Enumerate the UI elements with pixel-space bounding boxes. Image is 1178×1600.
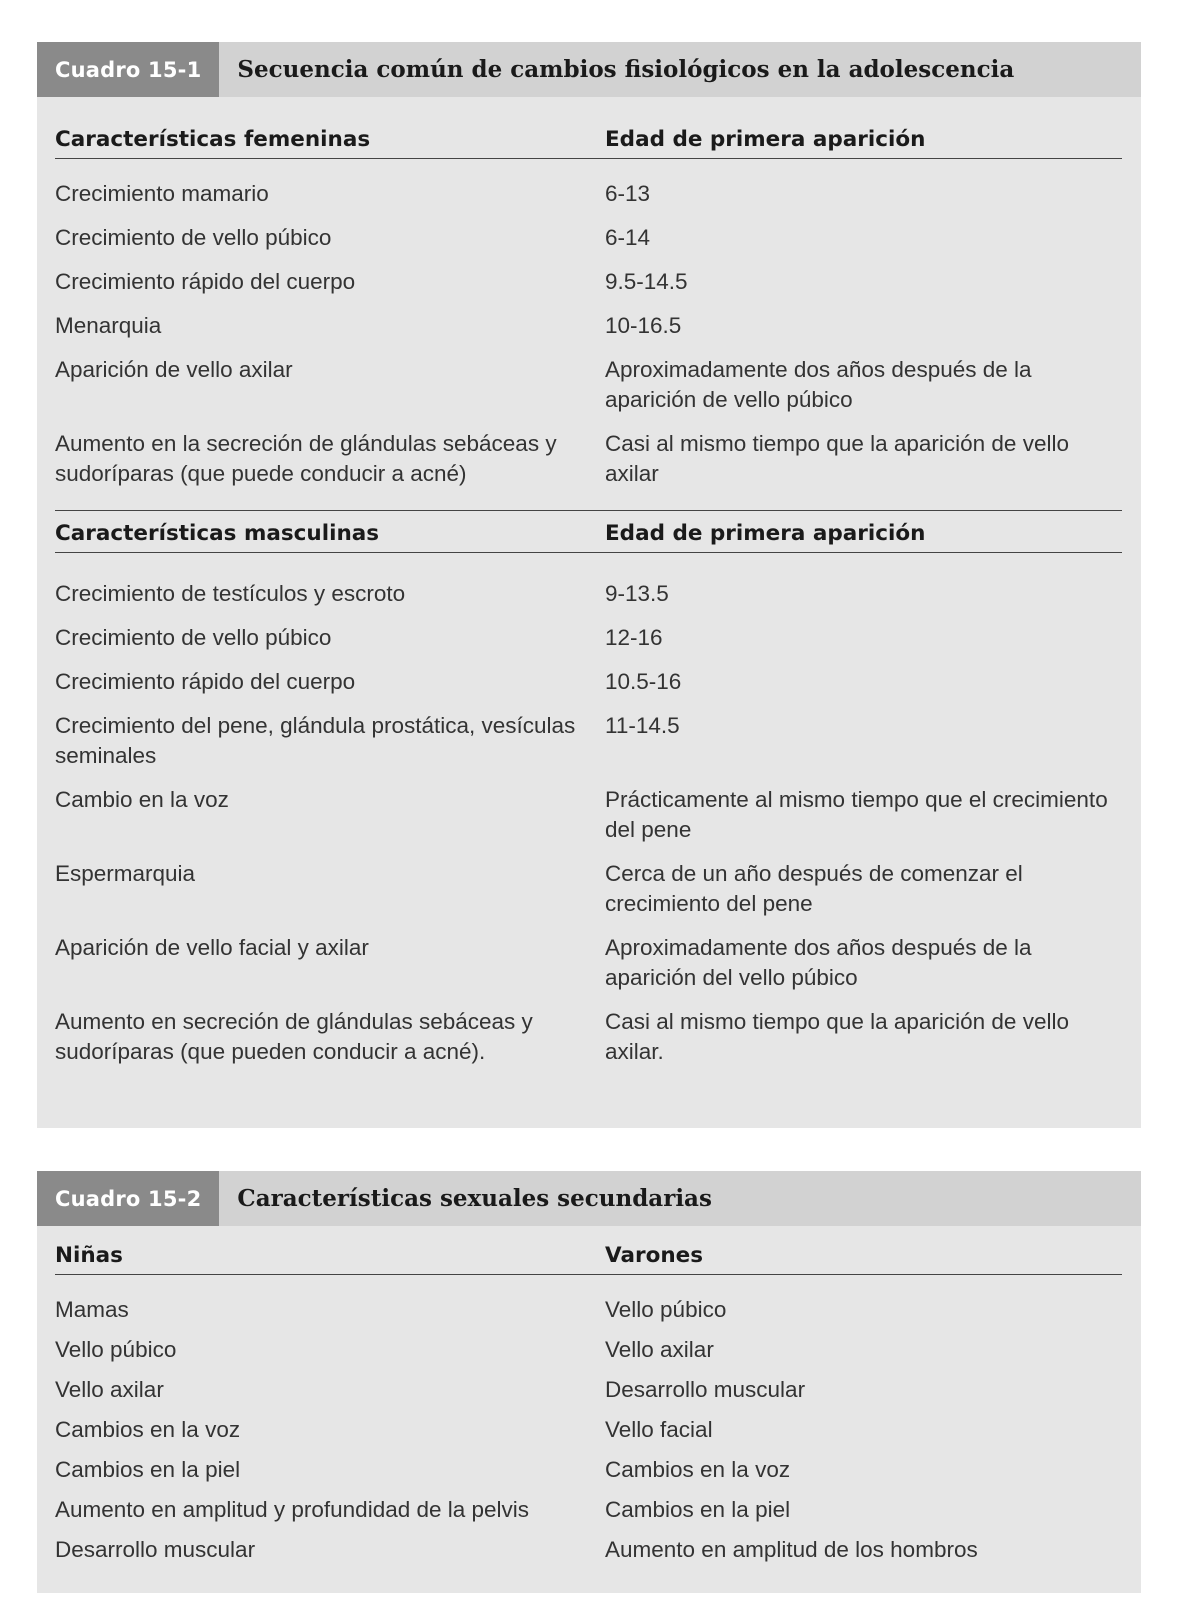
age: Casi al mismo tiempo que la aparición de vello axilar.: [605, 1009, 1069, 1064]
table-row: [55, 223, 1122, 253]
table-row: [55, 1335, 1122, 1365]
boys-cell: Vello axilar: [605, 1337, 714, 1362]
table-row: [55, 623, 1122, 653]
table-row: [55, 429, 1122, 489]
characteristic: Aumento en la secreción de glándulas sebáceas y sudoríparas (que puede conducir a acné): [55, 431, 557, 486]
characteristic: Crecimiento de testículos y escroto: [55, 581, 406, 606]
age: Casi al mismo tiempo que la aparición de vello axilar: [605, 431, 1069, 486]
secondary-characteristics: [55, 1243, 1122, 1575]
female-column-headers: [55, 127, 1122, 159]
column-header: Edad de primera aparición: [605, 521, 926, 546]
female-rows: [55, 179, 1122, 489]
characteristic: Aumento en secreción de glándulas sebáceas y sudoríparas (que pueden conducir a acné).: [55, 1009, 533, 1064]
table-row: [55, 1295, 1122, 1325]
age: Cerca de un año después de comenzar el crecimiento del pene: [605, 861, 1023, 916]
column-headers: [55, 1243, 1122, 1275]
girls-cell: Vello púbico: [55, 1337, 177, 1362]
table-row: [55, 785, 1122, 845]
characteristic: Crecimiento del pene, glándula prostática, vesículas seminales: [55, 713, 576, 768]
characteristic: Cambio en la voz: [55, 787, 229, 812]
table-row: [55, 267, 1122, 297]
boys-cell: Cambios en la piel: [605, 1497, 791, 1522]
table-row: [55, 711, 1122, 771]
column-header-girls: Niñas: [55, 1243, 123, 1268]
age: 6-13: [605, 181, 651, 206]
table-row: [55, 1415, 1122, 1445]
table-header: [37, 42, 1141, 97]
table-15-1: [37, 42, 1141, 1128]
column-header: Características masculinas: [55, 521, 380, 546]
male-column-headers: [55, 510, 1122, 553]
table-row: [55, 1007, 1122, 1067]
characteristic: Crecimiento rápido del cuerpo: [55, 269, 356, 294]
characteristic: Aparición de vello axilar: [55, 357, 293, 382]
table-row: [55, 1375, 1122, 1405]
characteristic: Crecimiento mamario: [55, 181, 269, 206]
table-row: [55, 667, 1122, 697]
girls-cell: Aumento en amplitud y profundidad de la pelvis: [55, 1497, 530, 1522]
table-row: [55, 1535, 1122, 1565]
male-rows: [55, 579, 1122, 1067]
table-title: Secuencia común de cambios fisiológicos en la adolescencia: [237, 56, 1015, 83]
boys-cell: Cambios en la voz: [605, 1457, 791, 1482]
column-header: Edad de primera aparición: [605, 127, 926, 152]
age: 10.5-16: [605, 669, 682, 694]
column-header: Características femeninas: [55, 127, 371, 152]
boys-cell: Desarrollo muscular: [605, 1377, 806, 1402]
characteristic: Crecimiento de vello púbico: [55, 625, 332, 650]
age: 12-16: [605, 625, 663, 650]
table-badge: Cuadro 15-1: [37, 42, 219, 97]
male-section: [55, 510, 1122, 1081]
characteristic: Aparición de vello facial y axilar: [55, 935, 369, 960]
girls-cell: Desarrollo muscular: [55, 1537, 256, 1562]
boys-cell: Vello púbico: [605, 1297, 727, 1322]
age: 10-16.5: [605, 313, 682, 338]
table-row: [55, 1455, 1122, 1485]
table-row: [55, 1495, 1122, 1525]
table-row: [55, 355, 1122, 415]
table-badge: Cuadro 15-2: [37, 1171, 219, 1226]
girls-cell: Cambios en la piel: [55, 1457, 241, 1482]
table-row: [55, 179, 1122, 209]
characteristic: Menarquia: [55, 313, 162, 338]
secondary-rows: [55, 1295, 1122, 1565]
age: 9-13.5: [605, 581, 669, 606]
boys-cell: Aumento en amplitud de los hombros: [605, 1537, 978, 1562]
age: 9.5-14.5: [605, 269, 688, 294]
table-15-2: [37, 1171, 1141, 1593]
age: 6-14: [605, 225, 651, 250]
table-row: [55, 311, 1122, 341]
girls-cell: Mamas: [55, 1297, 129, 1322]
table-title: Características sexuales secundarias: [237, 1185, 712, 1212]
characteristic: Crecimiento rápido del cuerpo: [55, 669, 356, 694]
characteristic: Espermarquia: [55, 861, 196, 886]
age: Aproximadamente dos años después de la aparición de vello púbico: [605, 357, 1032, 412]
characteristic: Crecimiento de vello púbico: [55, 225, 332, 250]
table-row: [55, 859, 1122, 919]
table-header: [37, 1171, 1141, 1226]
table-row: [55, 933, 1122, 993]
age: 11-14.5: [605, 713, 680, 738]
girls-cell: Vello axilar: [55, 1377, 164, 1402]
female-section: [55, 127, 1122, 503]
boys-cell: Vello facial: [605, 1417, 713, 1442]
column-header-boys: Varones: [605, 1243, 704, 1268]
table-row: [55, 579, 1122, 609]
age: Prácticamente al mismo tiempo que el crecimiento del pene: [605, 787, 1108, 842]
age: Aproximadamente dos años después de la aparición del vello púbico: [605, 935, 1032, 990]
girls-cell: Cambios en la voz: [55, 1417, 241, 1442]
